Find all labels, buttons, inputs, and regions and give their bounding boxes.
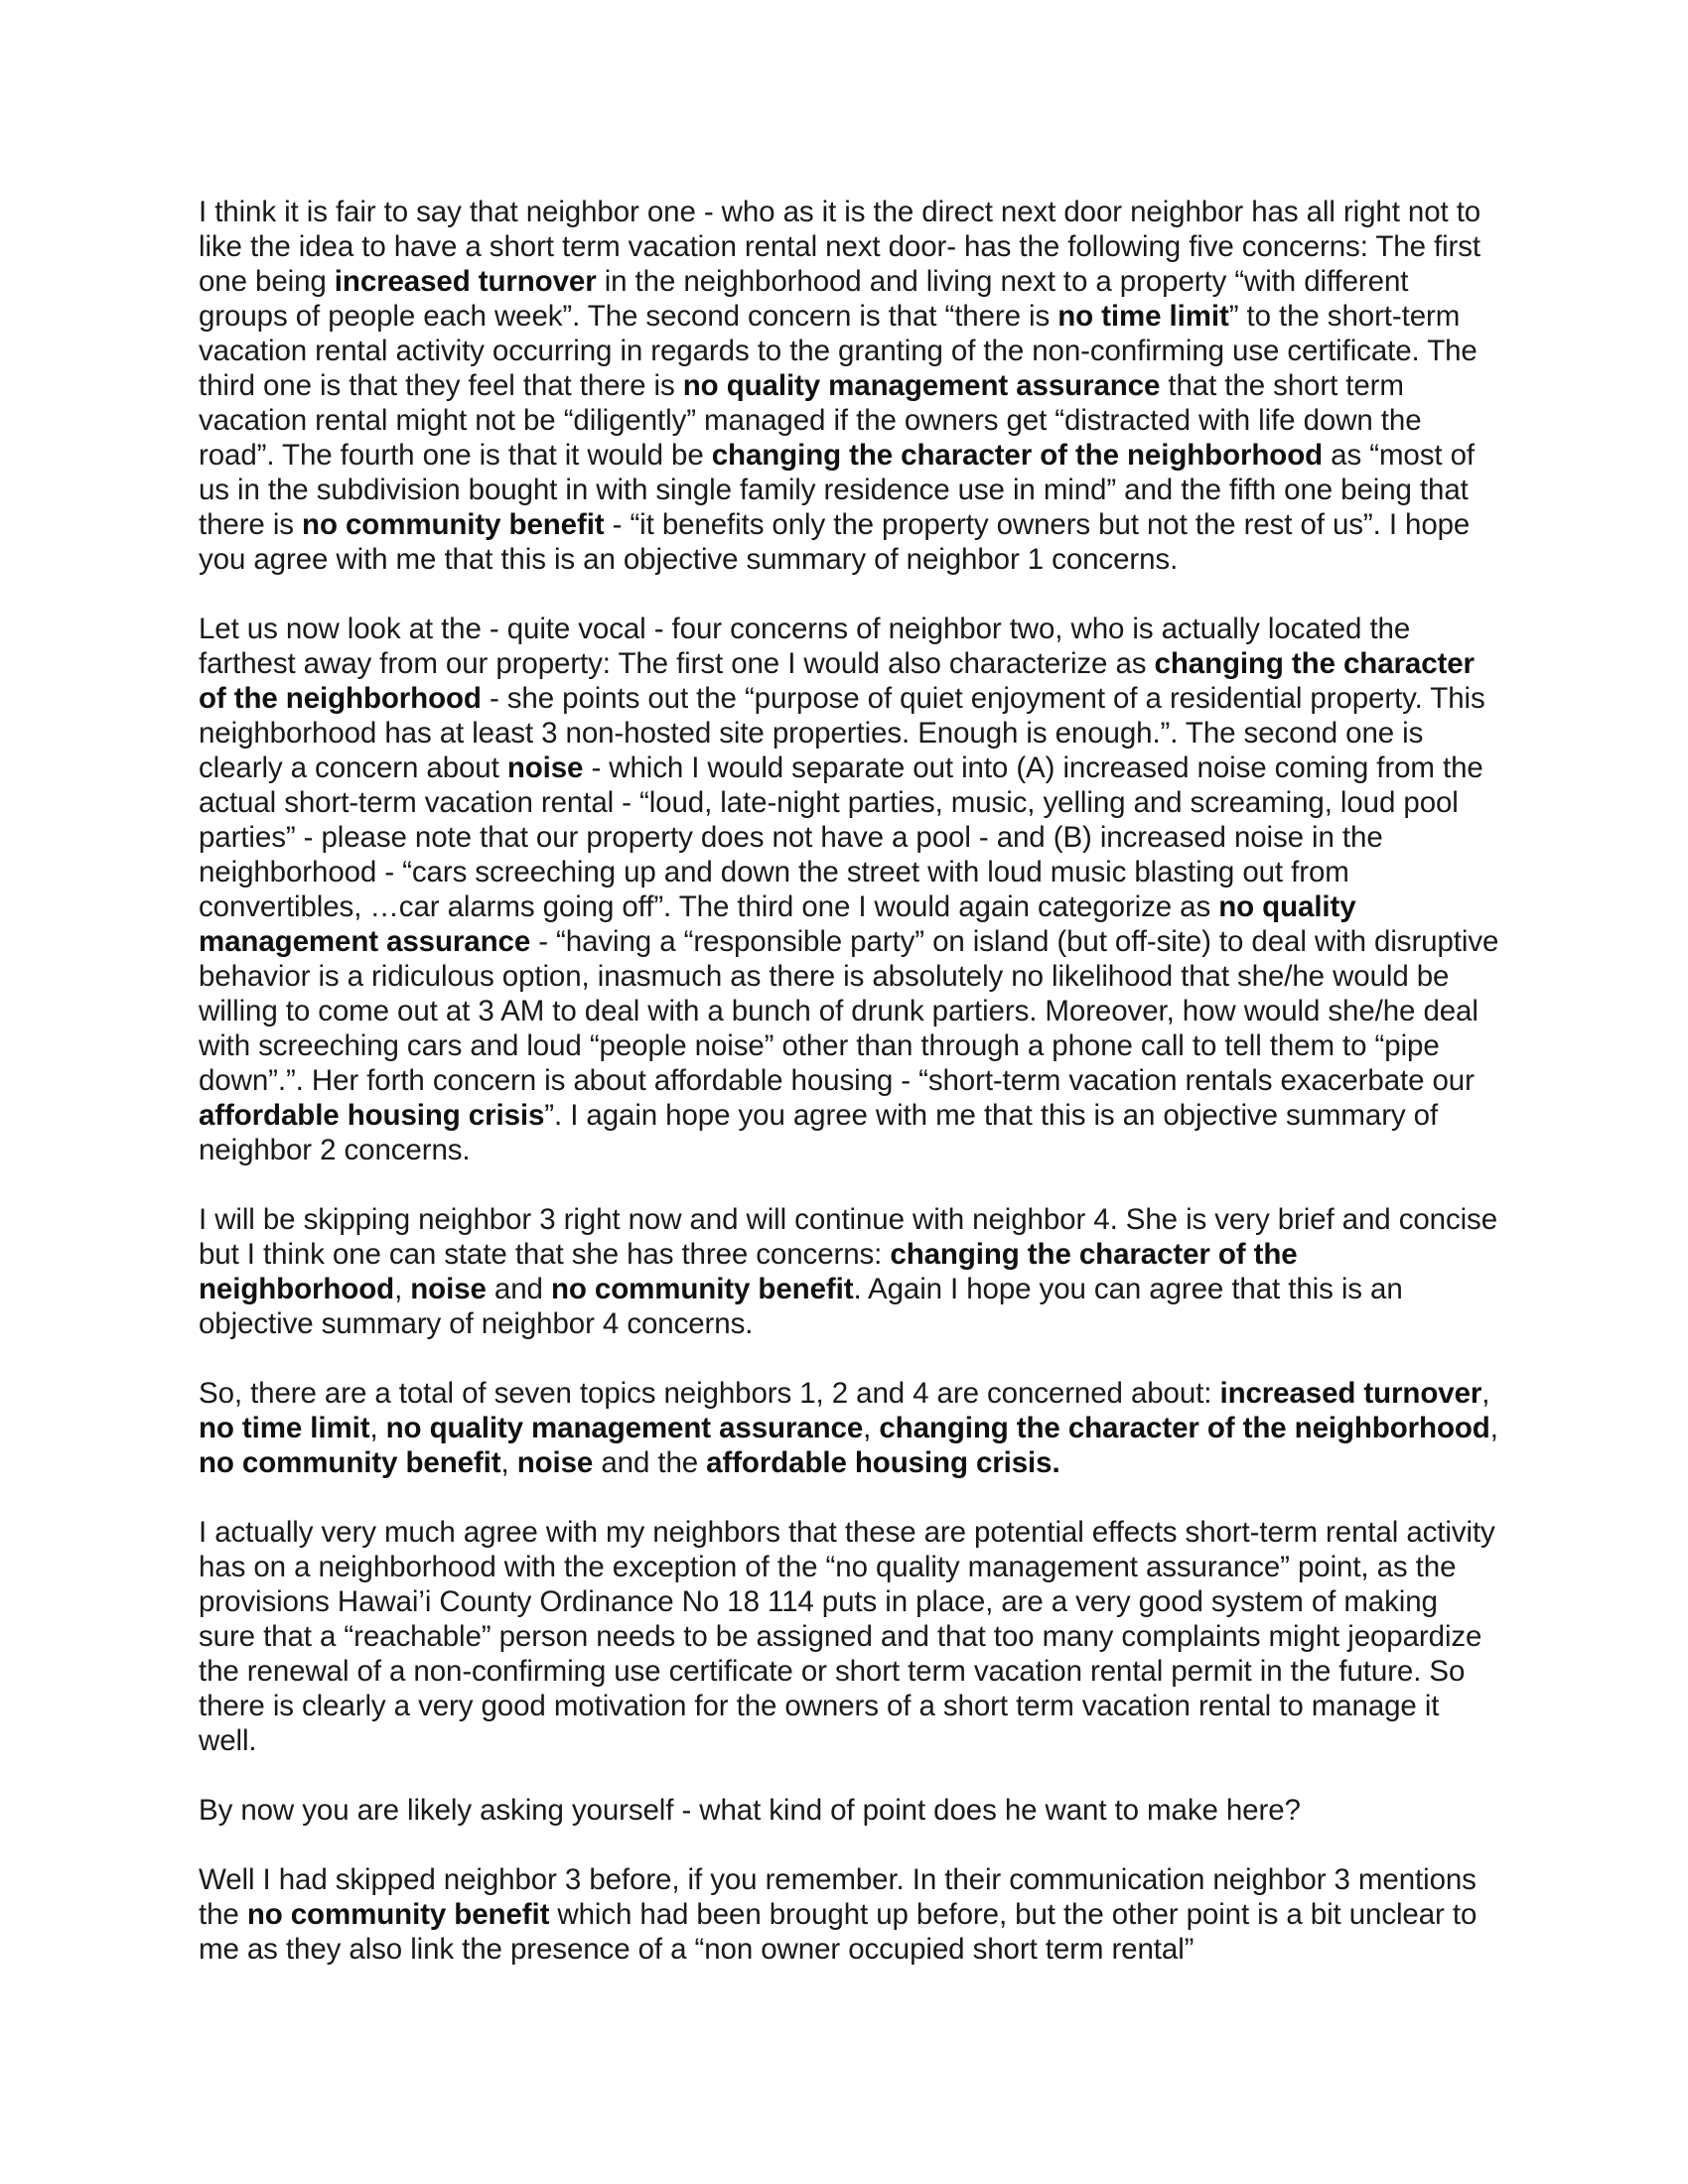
text-run: - which I would separate out into (A) increased noise coming from the actual short-term vacation rental - “loud, late-night parties, music, yelling and screaming, loud pool parties” - please note that our property does not have a pool - and (B) increased noise in the neighborhood - “cars screeching up and down the street with loud music blasting out from convertibles, …car alarms going off”. The third one I would again categorize as	[199, 751, 1483, 923]
document-page	[199, 195, 1499, 2001]
paragraph-neighbor-2	[199, 612, 1499, 1167]
text-run: ”. I again hope you agree with me that this is an objective summary of neighbor 2 concerns.	[199, 1099, 1439, 1166]
bold-term: increased turnover	[1219, 1377, 1482, 1410]
text-run: and	[486, 1273, 551, 1305]
text-run: Well I had skipped neighbor 3 before, if you remember. In their communication neighbor 3 mentions the	[199, 1863, 1477, 1931]
bold-term: no quality management assurance	[385, 1412, 864, 1444]
text-run: Let us now look at the - quite vocal - four concerns of neighbor two, who is actually located the farthest away from our property: The first one I would also characterize as	[199, 613, 1411, 680]
paragraph-agreement	[199, 1515, 1499, 1758]
bold-term: no time limit	[1057, 300, 1229, 333]
bold-term: changing the character of the neighborhood	[711, 439, 1324, 472]
bold-term: changing the character of the neighborhood	[199, 1238, 1298, 1305]
text-run: So, there are a total of seven topics neighbors 1, 2 and 4 are concerned about:	[199, 1377, 1220, 1410]
paragraph-neighbor-4	[199, 1202, 1499, 1341]
text-run: - “having a “responsible party” on island (but off-site) to deal with disruptive behavior is a ridiculous option, inasmuch as there is absolutely no likelihood that she/he would be willing to come out at 3 AM to deal with a bunch of drunk partiers. Moreover, how would she/he deal with screeching cars and loud “people noise” other than through a phone call to tell them to “pipe down”.”. Her forth concern is about affordable housing - “short-term vacation rentals exacerbate our	[199, 925, 1499, 1097]
bold-term: affordable housing crisis.	[706, 1446, 1060, 1479]
bold-term: changing the character of the neighborhood	[199, 647, 1475, 715]
text-run: ,	[500, 1446, 517, 1479]
text-run: ,	[863, 1412, 880, 1444]
paragraph-neighbor-3	[199, 1862, 1499, 1967]
text-run: which had been brought up before, but the other point is a bit unclear to me as they also link the presence of a “non owner occupied short term rental”	[199, 1898, 1477, 1966]
text-run: as “most of us in the subdivision bought in with single family residence use in mind” and the fifth one being that there is	[199, 439, 1475, 541]
text-run: ,	[1489, 1412, 1498, 1444]
text-run: ,	[1481, 1377, 1490, 1410]
text-run: ,	[394, 1273, 411, 1305]
text-run: in the neighborhood and living next to a property “with different groups of people each week”. The second concern is that “there is	[199, 265, 1409, 333]
text-run: and the	[593, 1446, 707, 1479]
text-run: - “it benefits only the property owners but not the rest of us”. I hope you agree with me that this is an objective summary of neighbor 1 concerns.	[199, 508, 1471, 576]
bold-term: noise	[516, 1446, 594, 1479]
paragraph-seven-topics	[199, 1376, 1499, 1480]
text-run: . Again I hope you can agree that this is an objective summary of neighbor 4 concerns.	[199, 1273, 1403, 1340]
text-run: - she points out the “purpose of quiet enjoyment of a residential property. This neighborhood has at least 3 non-hosted site properties. Enough is enough.”. The second one is clearly a concern about	[199, 682, 1485, 784]
text-run: I think it is fair to say that neighbor one - who as it is the direct next door neighbor has all right not to like the idea to have a short term vacation rental next door- has the following five concerns: The first one being	[199, 196, 1481, 298]
bold-term: no community benefit	[302, 508, 605, 541]
bold-term: increased turnover	[334, 265, 597, 298]
bold-term: affordable housing crisis	[199, 1099, 545, 1132]
bold-term: no community benefit	[246, 1898, 550, 1931]
text-run: By now you are likely asking yourself - what kind of point does he want to make here?	[199, 1794, 1301, 1827]
paragraph-neighbor-1	[199, 195, 1499, 577]
text-run: I actually very much agree with my neighbors that these are potential effects short-term rental activity has on a neighborhood with the exception of the “no quality management assurance” point, as the provisions Hawai’i County Ordinance No 18 114 puts in place, are a very good system of making sure that a “reachable” person needs to be assigned and that too many complaints might jeopardize the renewal of a non-confirming use certificate or short term vacation rental permit in the future. So there is clearly a very good motivation for the owners of a short term vacation rental to manage it well.	[199, 1516, 1495, 1757]
text-run: ,	[369, 1412, 386, 1444]
bold-term: no community benefit	[199, 1446, 501, 1479]
bold-term: changing the character of the neighborhood	[879, 1412, 1490, 1444]
bold-term: no community benefit	[550, 1273, 854, 1305]
bold-term: noise	[410, 1273, 487, 1305]
paragraph-question	[199, 1793, 1499, 1828]
bold-term: no quality management assurance	[682, 369, 1161, 402]
text-run: I will be skipping neighbor 3 right now and will continue with neighbor 4. She is very brief and concise but I think one can state that she has three concerns:	[199, 1203, 1498, 1271]
bold-term: no quality management assurance	[199, 890, 1356, 958]
text-run: ” to the short-term vacation rental activity occurring in regards to the granting of the non-confirming use certificate. The third one is that they feel that there is	[199, 300, 1477, 402]
bold-term: no time limit	[199, 1412, 370, 1444]
text-run: that the short term vacation rental might not be “diligently” managed if the owners get “distracted with life down the road”. The fourth one is that it would be	[199, 369, 1422, 472]
bold-term: noise	[506, 751, 584, 784]
